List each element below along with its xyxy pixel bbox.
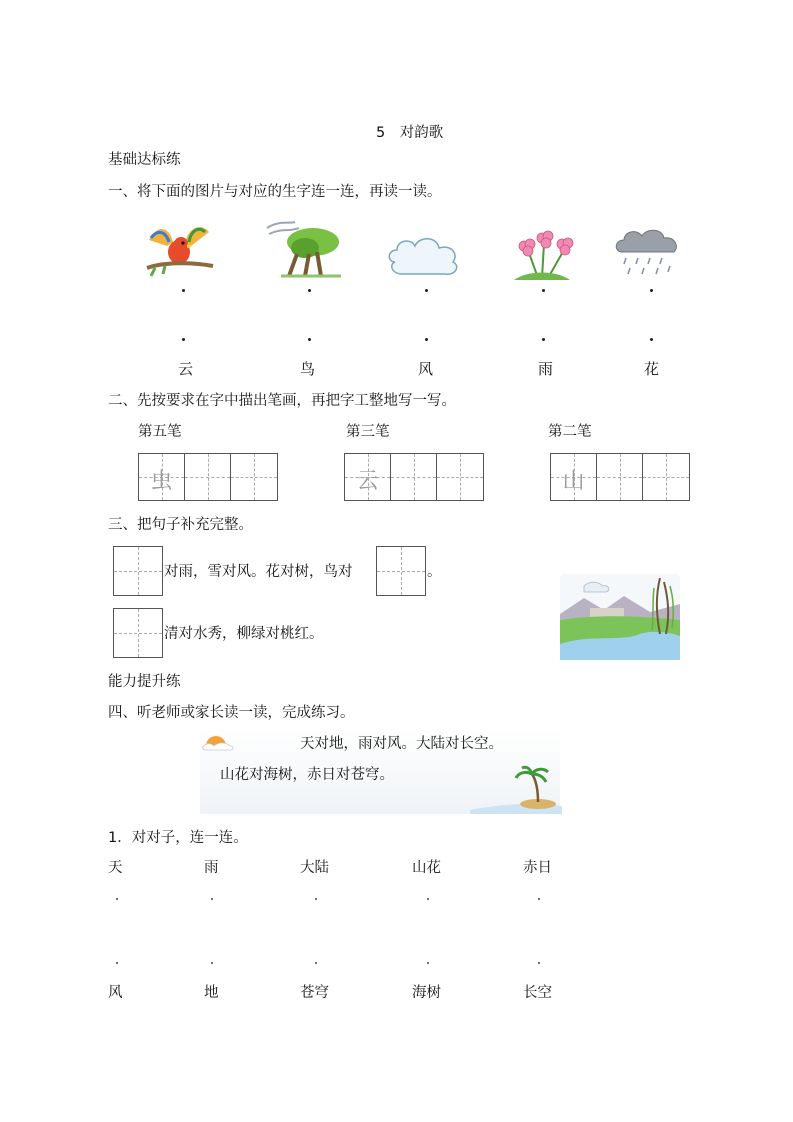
stroke-label: 第二笔 (548, 424, 592, 440)
char-label: 风 (418, 360, 434, 378)
flower-icon (508, 226, 576, 282)
writing-grid-3[interactable] (550, 453, 690, 501)
char-dot[interactable] (650, 338, 653, 341)
bottom-dot[interactable] (315, 962, 317, 964)
top-dot[interactable] (315, 898, 317, 900)
trace-char: 云 (356, 469, 379, 494)
sentence-2-text: 清对水秀，柳绿对桃红。 (164, 626, 324, 642)
question-4-heading: 四、听老师或家长读一读，完成练习。 (108, 705, 355, 721)
poem-line-2: 山花对海树，赤日对苍穹。 (220, 767, 394, 783)
picture-dot[interactable] (182, 289, 185, 292)
grid-cell[interactable] (597, 454, 643, 500)
writing-grid-1[interactable] (138, 453, 278, 501)
grid-cell[interactable] (139, 454, 185, 500)
question-1-heading: 一、将下面的图片与对应的生字连一连，再读一读。 (108, 184, 442, 200)
bottom-word: 地 (204, 985, 219, 1001)
section-advanced-heading: 能力提升练 (108, 674, 181, 690)
wind-tree-icon (265, 218, 350, 280)
char-label: 云 (178, 360, 194, 378)
bottom-dot[interactable] (538, 962, 540, 964)
char-label: 鸟 (300, 360, 316, 378)
trace-char: 虫 (150, 469, 173, 494)
question-2-heading: 二、先按要求在字中描出笔画，再把字工整地写一写。 (108, 393, 456, 409)
bottom-word: 海树 (412, 985, 441, 1001)
char-dot[interactable] (182, 338, 185, 341)
top-word: 雨 (204, 860, 219, 876)
bottom-dot[interactable] (211, 962, 213, 964)
top-word: 大陆 (300, 860, 329, 876)
picture-dot[interactable] (650, 289, 653, 292)
grid-cell[interactable] (345, 454, 391, 500)
parrot-bird-icon (143, 222, 215, 278)
char-dot[interactable] (542, 338, 545, 341)
top-word: 山花 (412, 860, 441, 876)
char-label: 雨 (538, 360, 554, 378)
bottom-word: 苍穹 (300, 985, 329, 1001)
section-basic-heading: 基础达标练 (108, 152, 181, 168)
char-label: 花 (644, 360, 660, 378)
subquestion-1-heading: 1．对对子，连一连。 (108, 830, 248, 846)
poem-line-1: 天对地，雨对风。大陆对长空。 (300, 736, 503, 752)
picture-dot[interactable] (308, 289, 311, 292)
picture-dot[interactable] (542, 289, 545, 292)
top-dot[interactable] (116, 898, 118, 900)
bottom-word: 风 (108, 985, 123, 1001)
grid-cell[interactable] (185, 454, 231, 500)
char-dot[interactable] (425, 338, 428, 341)
sentence-1-end: 。 (427, 564, 442, 580)
top-dot[interactable] (427, 898, 429, 900)
grid-cell[interactable] (391, 454, 437, 500)
grid-cell[interactable] (643, 454, 689, 500)
grid-cell[interactable] (231, 454, 277, 500)
rain-cloud-icon (614, 228, 680, 278)
page-title: 5 对韵歌 (376, 125, 444, 141)
palm-island-icon (470, 766, 562, 814)
stroke-label: 第三笔 (346, 424, 390, 440)
stroke-label: 第五笔 (138, 424, 182, 440)
fill-box-2[interactable] (376, 546, 426, 596)
sun-icon (200, 730, 236, 752)
grid-cell[interactable] (551, 454, 597, 500)
top-dot[interactable] (538, 898, 540, 900)
bottom-word: 长空 (523, 985, 552, 1001)
sentence-1-text: 对雨，雪对风。花对树，鸟对 (164, 564, 353, 580)
writing-grid-2[interactable] (344, 453, 484, 501)
bottom-dot[interactable] (427, 962, 429, 964)
picture-dot[interactable] (425, 289, 428, 292)
top-word: 天 (108, 860, 123, 876)
top-word: 赤日 (523, 860, 552, 876)
bottom-dot[interactable] (116, 962, 118, 964)
grid-cell[interactable] (437, 454, 483, 500)
trace-char: 山 (562, 469, 585, 494)
question-3-heading: 三、把句子补充完整。 (108, 517, 253, 533)
top-dot[interactable] (211, 898, 213, 900)
char-dot[interactable] (308, 338, 311, 341)
cloud-icon (385, 232, 465, 278)
landscape-illustration (560, 574, 680, 660)
fill-box-3[interactable] (113, 608, 163, 658)
fill-box-1[interactable] (113, 546, 163, 596)
